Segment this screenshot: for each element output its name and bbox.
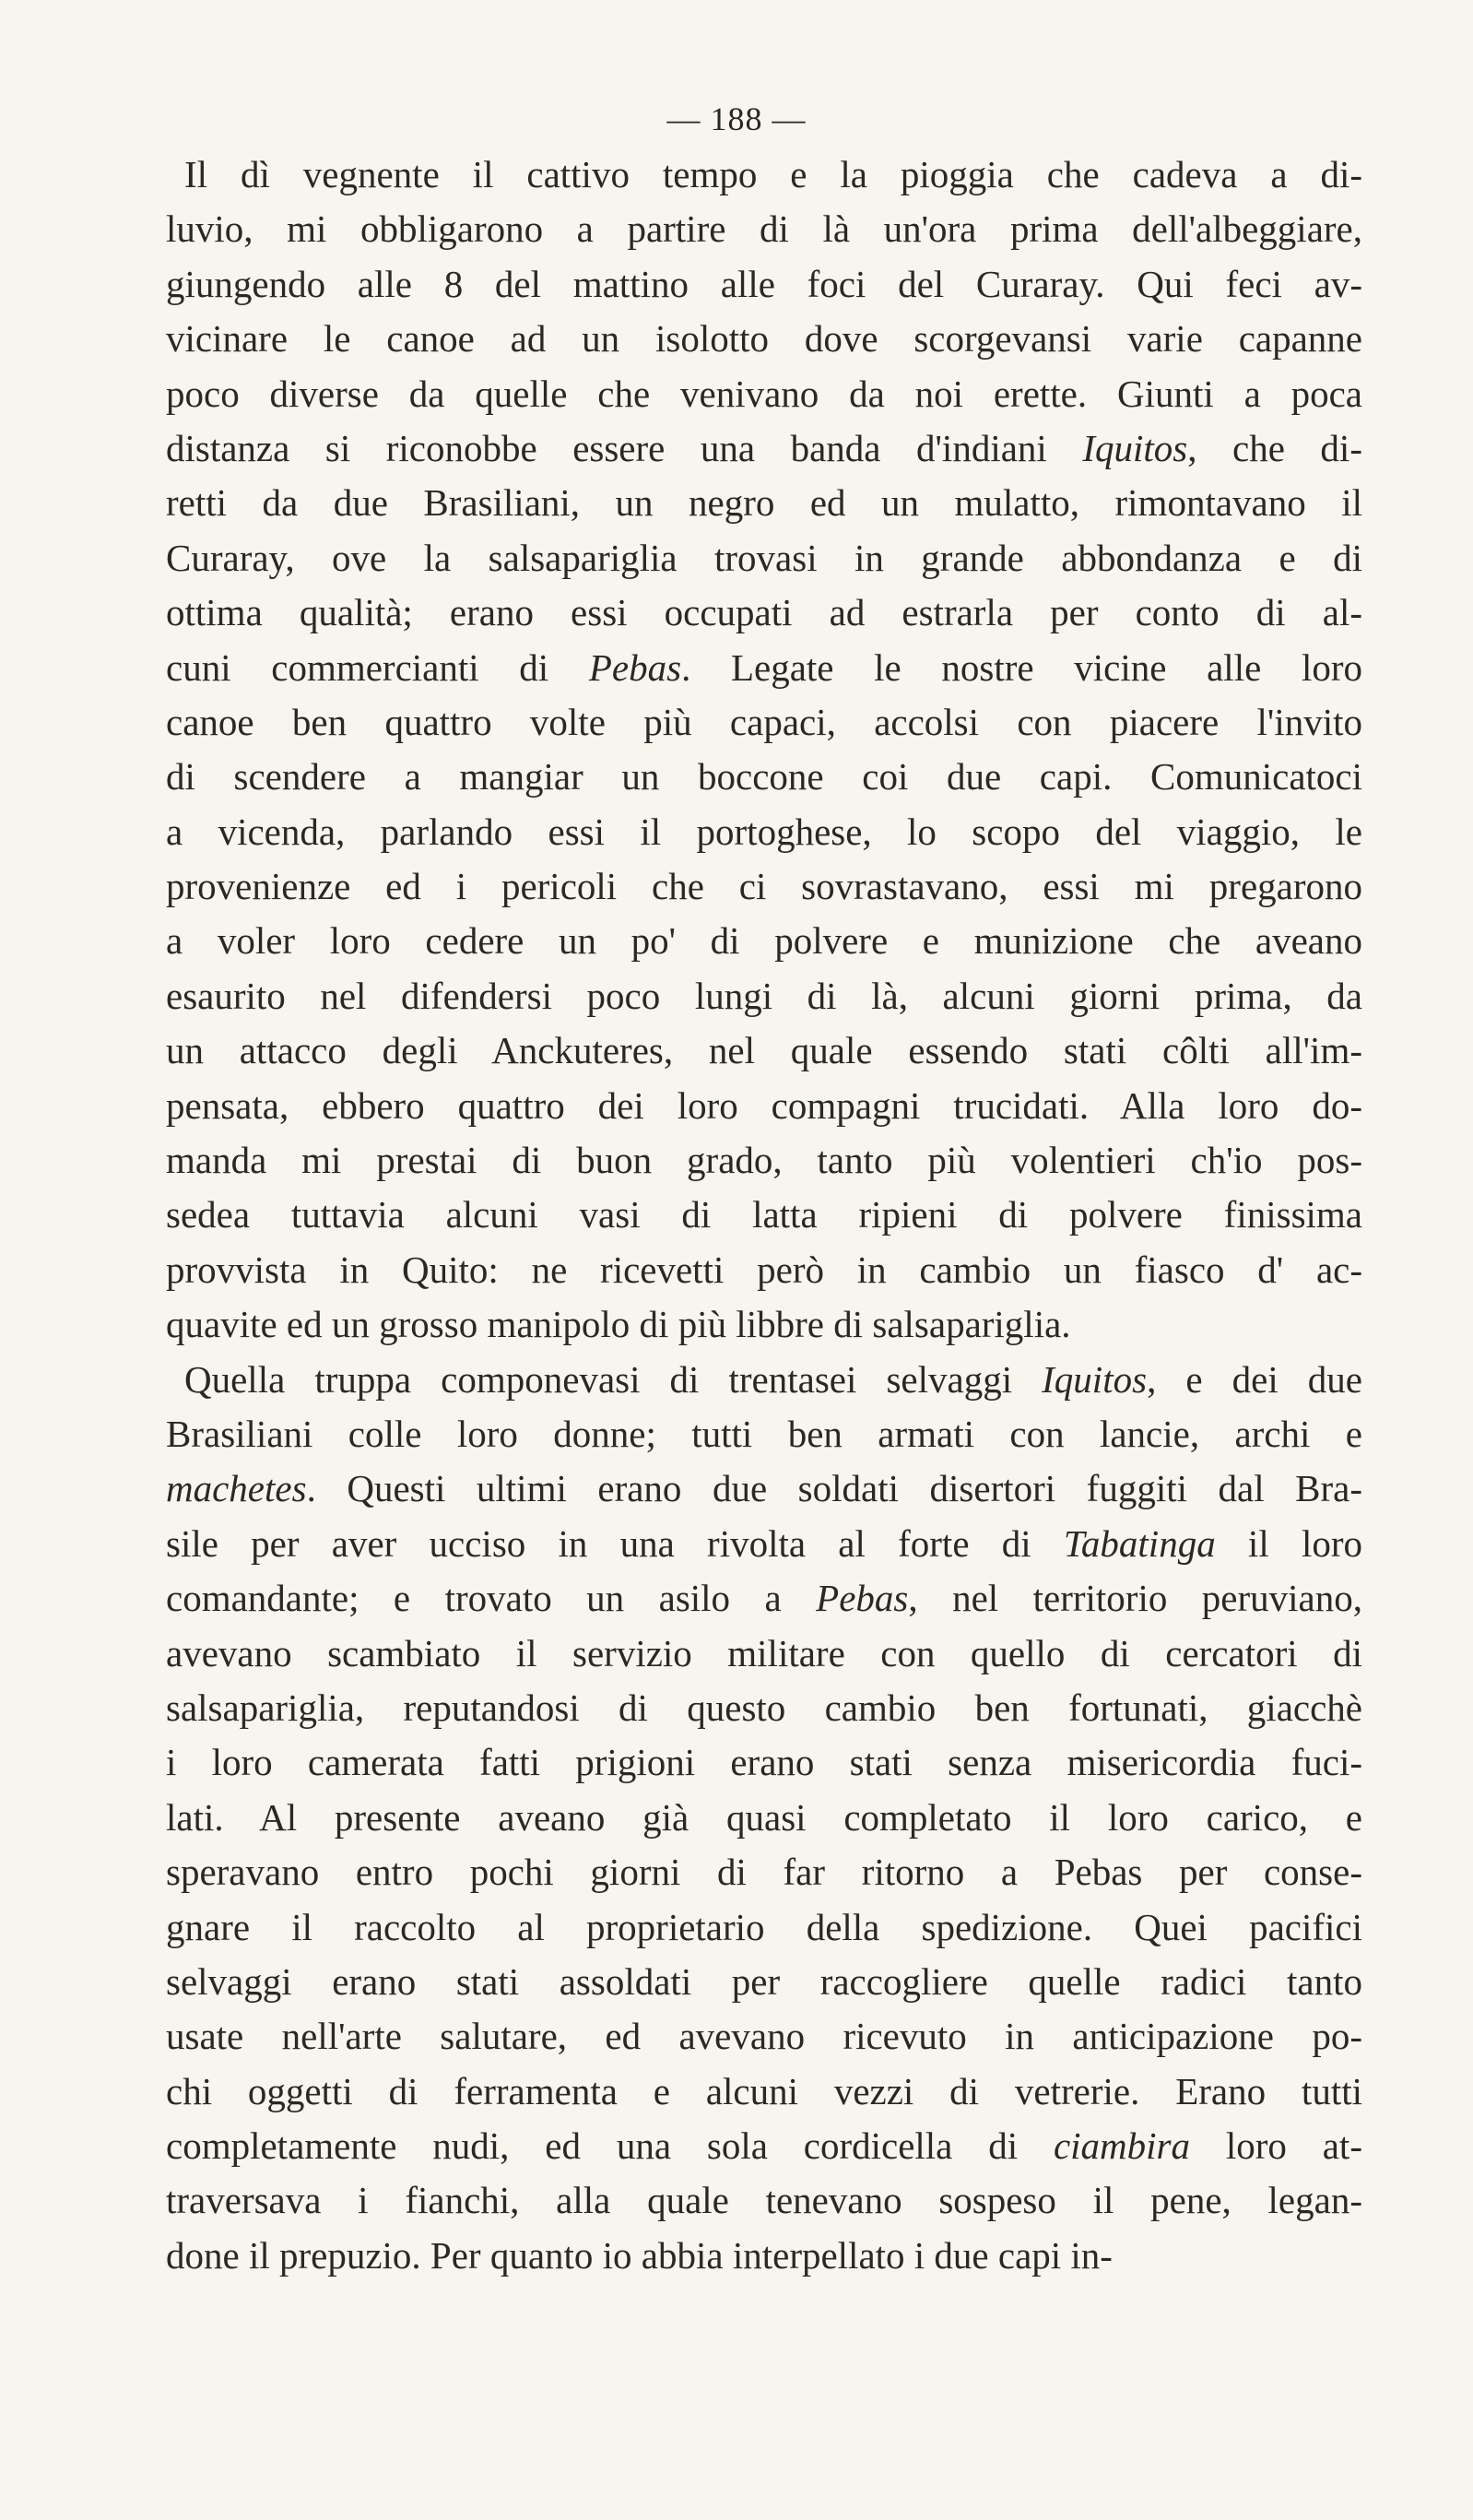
text-line xyxy=(166,1955,1362,2009)
text-run: speravano entro pochi giorni di far ritorno a Pebas per conse- xyxy=(166,1851,1362,1894)
text-run: retti da due Brasiliani, un negro ed un mulatto, rimontavano il xyxy=(166,481,1362,525)
italic-term: Tabatinga xyxy=(1063,1521,1216,1565)
page-number: — 188 — xyxy=(666,101,807,137)
text-line xyxy=(166,1900,1362,1955)
text-run: . Questi ultimi erano due soldati disertori fuggiti dal Bra- xyxy=(306,1467,1362,1510)
text-run: a voler loro cedere un po' di polvere e munizione che aveano xyxy=(166,919,1362,963)
text-line xyxy=(166,421,1362,476)
text-line xyxy=(166,1243,1362,1297)
italic-term: machetes xyxy=(166,1467,307,1510)
text-line xyxy=(166,1461,1362,1516)
text-run: gnare il raccolto al proprietario della spedizione. Quei pacifici xyxy=(166,1905,1362,1948)
text-run: , e dei due xyxy=(1147,1357,1362,1401)
text-run: Quella truppa componevasi di trentasei selvaggi xyxy=(184,1357,1043,1401)
text-run: traversava i fianchi, alla quale tenevano sospeso il pene, legan- xyxy=(166,2179,1362,2222)
text-run: Curaray, ove la salsapariglia trovasi in grande abbondanza e di xyxy=(166,536,1362,579)
italic-term: Iquitos xyxy=(1082,426,1188,469)
text-run: canoe ben quattro volte più capaci, accolsi con piacere l'invito xyxy=(166,700,1362,743)
text-run: poco diverse da quelle che venivano da noi erette. Giunti a poca xyxy=(166,372,1362,415)
text-run: il loro xyxy=(1215,1521,1362,1565)
text-line xyxy=(166,2065,1362,2119)
text-line xyxy=(166,1735,1362,1790)
text-line xyxy=(166,969,1362,1023)
text-line xyxy=(166,367,1362,421)
text-line xyxy=(166,914,1362,968)
text-run: sedea tuttavia alcuni vasi di latta ripieni di polvere finissima xyxy=(166,1193,1362,1236)
text-run: quavite ed un grosso manipolo di più libbre di salsapariglia. xyxy=(166,1303,1071,1346)
text-line xyxy=(166,1297,1362,1352)
text-line xyxy=(166,2229,1362,2283)
text-run: esaurito nel difendersi poco lungi di là, alcuni giorni prima, da xyxy=(166,974,1362,1017)
text-line xyxy=(166,1407,1362,1461)
text-line xyxy=(166,1845,1362,1899)
text-line xyxy=(166,2009,1362,2064)
text-run: cuni commercianti di xyxy=(166,645,589,689)
text-line xyxy=(166,1681,1362,1735)
body-text xyxy=(166,148,1362,2283)
text-run: avevano scambiato il servizio militare con quello di cercatori di xyxy=(166,1631,1362,1674)
text-run: di scendere a mangiar un boccone coi due capi. Comunicatoci xyxy=(166,755,1362,799)
text-line xyxy=(166,2119,1362,2173)
text-line xyxy=(166,257,1362,312)
text-line xyxy=(166,1079,1362,1133)
text-line xyxy=(166,1517,1362,1571)
text-run: salsapariglia, reputandosi di questo cambio ben fortunati, giacchè xyxy=(166,1686,1362,1729)
text-line xyxy=(166,1023,1362,1078)
italic-term: ciambira xyxy=(1053,2124,1190,2168)
text-run: luvio, mi obbligarono a partire di là un'ora prima dell'albeggiare, xyxy=(166,207,1362,251)
text-run: Il dì vegnente il cattivo tempo e la pioggia che cadeva a di- xyxy=(184,153,1362,195)
text-run: chi oggetti di ferramenta e alcuni vezzi di vetrerie. Erano tutti xyxy=(166,2069,1362,2112)
text-line xyxy=(166,1627,1362,1681)
text-run: completamente nudi, ed una sola cordicella di xyxy=(166,2124,1054,2168)
text-line xyxy=(166,1353,1362,1407)
italic-term: Pebas xyxy=(588,645,682,689)
text-line xyxy=(166,859,1362,914)
text-run: distanza si riconobbe essere una banda d'indiani xyxy=(166,426,1083,469)
text-run: giungendo alle 8 del mattino alle foci del Curaray. Qui feci av- xyxy=(166,262,1362,305)
text-run: vicinare le canoe ad un isolotto dove scorgevansi varie capanne xyxy=(166,317,1362,361)
text-line xyxy=(166,312,1362,366)
text-line xyxy=(166,2173,1362,2228)
text-run: i loro camerata fatti prigioni erano stati senza misericordia fuci- xyxy=(166,1741,1362,1784)
italic-term: Pebas xyxy=(816,1577,909,1620)
text-run: . Legate le nostre vicine alle loro xyxy=(681,645,1362,689)
text-run: un attacco degli Anckuteres, nel quale essendo stati côlti all'im- xyxy=(166,1029,1362,1072)
text-line xyxy=(166,641,1362,695)
text-line xyxy=(166,586,1362,640)
text-run: sile per aver ucciso in una rivolta al forte di xyxy=(166,1521,1064,1565)
text-line xyxy=(166,750,1362,804)
text-run: a vicenda, parlando essi il portoghese, lo scopo del viaggio, le xyxy=(166,810,1362,853)
text-line xyxy=(166,805,1362,859)
text-run: loro at- xyxy=(1190,2124,1362,2168)
text-run: Brasiliani colle loro donne; tutti ben armati con lancie, archi e xyxy=(166,1412,1362,1455)
text-line xyxy=(166,695,1362,750)
text-line xyxy=(166,1188,1362,1242)
text-run: provenienze ed i pericoli che ci sovrastavano, essi mi pregarono xyxy=(166,865,1362,908)
text-line xyxy=(166,1791,1362,1845)
text-run: lati. Al presente aveano già quasi completato il loro carico, e xyxy=(166,1795,1362,1839)
text-line xyxy=(166,202,1362,256)
text-line xyxy=(166,531,1362,586)
text-run: manda mi prestai di buon grado, tanto più volentieri ch'io pos- xyxy=(166,1139,1362,1182)
text-run: usate nell'arte salutare, ed avevano ricevuto in anticipazione po- xyxy=(166,2015,1362,2058)
text-run: , nel territorio peruviano, xyxy=(908,1577,1362,1620)
text-run: ottima qualità; erano essi occupati ad estrarla per conto di al- xyxy=(166,591,1362,634)
italic-term: Iquitos xyxy=(1042,1357,1148,1401)
text-line xyxy=(166,1571,1362,1626)
text-run: provvista in Quito: ne ricevetti però in cambio un fiasco d' ac- xyxy=(166,1248,1362,1291)
text-line xyxy=(166,1133,1362,1188)
paragraph xyxy=(166,148,1362,1353)
text-run: selvaggi erano stati assoldati per raccogliere quelle radici tanto xyxy=(166,1959,1362,2003)
text-run: comandante; e trovato un asilo a xyxy=(166,1577,817,1620)
paragraph xyxy=(166,1353,1362,2284)
text-run: pensata, ebbero quattro dei loro compagni trucidati. Alla loro do- xyxy=(166,1083,1362,1127)
text-line xyxy=(166,148,1362,202)
text-run: done il prepuzio. Per quanto io abbia interpellato i due capi in- xyxy=(166,2233,1113,2277)
text-run: , che di- xyxy=(1187,426,1362,469)
text-line xyxy=(166,476,1362,530)
